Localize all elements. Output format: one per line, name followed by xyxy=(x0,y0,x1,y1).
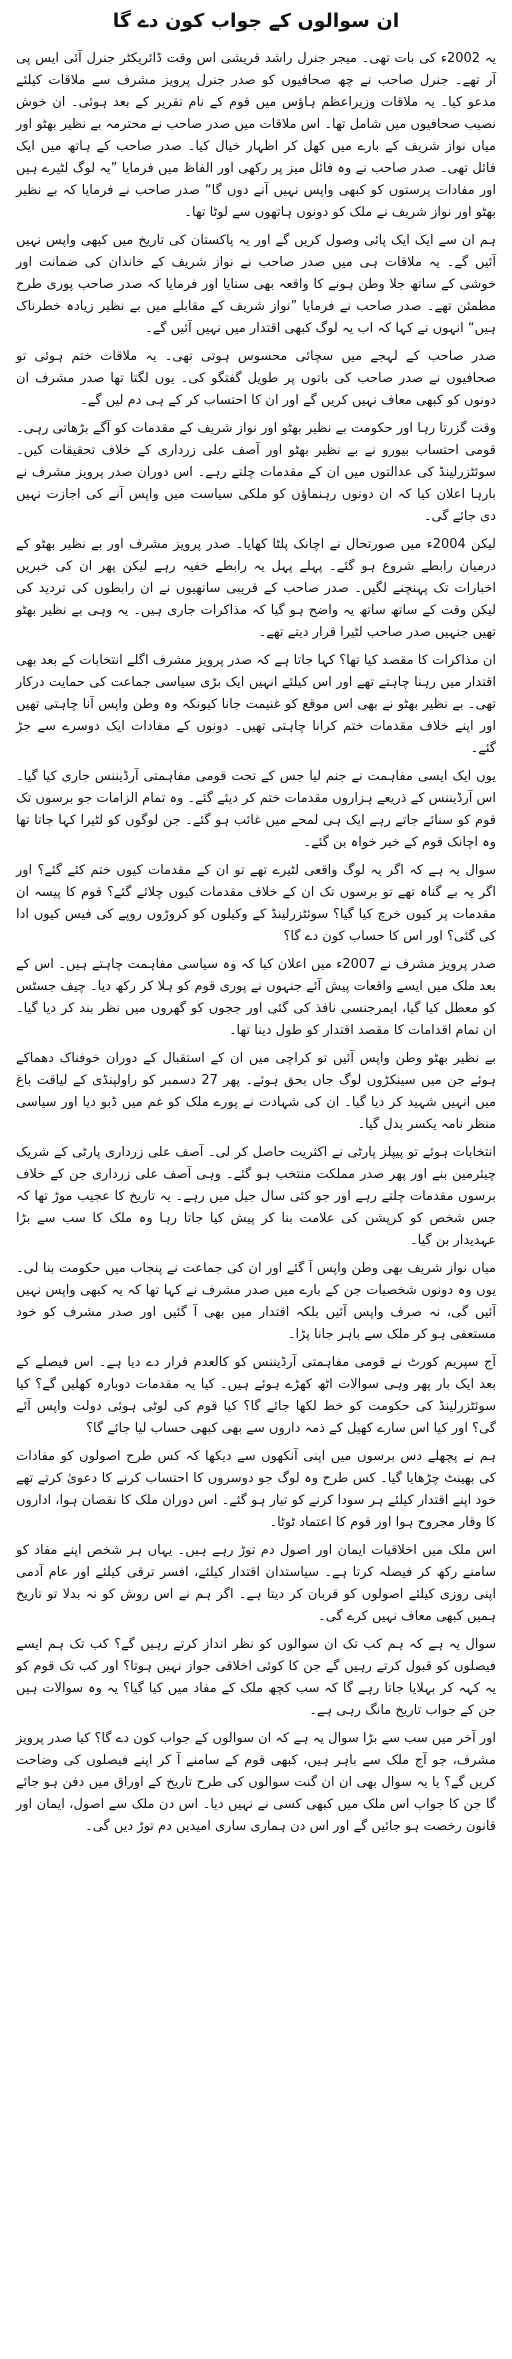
article-headline: ان سوالوں کے جواب کون دے گا xyxy=(112,10,400,32)
article-body xyxy=(16,48,496,1838)
article-paragraph: وقت گزرتا رہا اور حکومت بے نظیر بھٹو اور نواز شریف کے مقدمات کو آگے بڑھاتی رہی۔ قومی احتساب بیورو نے بے نظیر بھٹو اور آصف علی زرداری کے خلاف تحقیقات کیں۔ سوئٹزرلینڈ کی عدالتوں میں ان کے مقدمات چلتے رہے۔ اس دوران صدر پرویز مشرف نے بارہا اعلان کیا کہ ان دونوں رہنماؤں کو ملکی سیاست میں واپس آنے کی اجازت نہیں دی جائے گی۔ xyxy=(16,421,496,524)
article-paragraph: ہم ان سے ایک ایک پائی وصول کریں گے اور یہ پاکستان کی تاریخ میں کبھی واپس نہیں آئیں گے۔ یہ ملاقات ہی میں صدر صاحب نے نواز شریف کے خاندان کی ضمانت اور خوشی کے ساتھ جلا وطن ہونے کا واقعہ بھی سنایا اور فرمایا کہ صدر صاحب پوری طرح مطمئن تھے۔ صدر صاحب نے فرمایا ”نواز شریف کے مقابلے میں بے نظیر زیادہ خطرناک ہیں“ انہوں نے کہا کہ اب یہ لوگ کبھی اقتدار میں نہیں آئیں گے۔ xyxy=(16,233,496,336)
article-paragraph: اس ملک میں اخلاقیات ایمان اور اصول دم توڑ رہے ہیں۔ یہاں ہر شخص اپنے مفاد کو سامنے رکھ کر فیصلہ کرتا ہے۔ سیاستدان اقتدار کیلئے، افسر ترقی کیلئے اور عام آدمی اپنی روزی کیلئے اصولوں کو قربان کر دیتا ہے۔ اگر ہم نے اس روش کو نہ بدلا تو تاریخ ہمیں کبھی معاف نہیں کرے گی۔ xyxy=(16,1543,496,1624)
article-paragraph: آج سپریم کورٹ نے قومی مفاہمتی آرڈیننس کو کالعدم قرار دے دیا ہے۔ اس فیصلے کے بعد ایک بار پھر وہی سوالات اٹھ کھڑے ہوئے ہیں۔ کیا یہ مقدمات دوبارہ کھلیں گے؟ کیا سوئٹزرلینڈ کی حکومت کو خط لکھا جائے گا؟ کیا قوم کی لوٹی ہوئی دولت واپس آئے گی؟ اور کیا اس سارے کھیل کے ذمہ داروں سے بھی کبھی حساب لیا جائے گا؟ xyxy=(16,1355,496,1436)
article-paragraph: بے نظیر بھٹو وطن واپس آئیں تو کراچی میں ان کے استقبال کے دوران خوفناک دھماکے ہوئے جن میں سینکڑوں لوگ جاں بحق ہوئے۔ پھر 27 دسمبر کو راولپنڈی کے لیاقت باغ میں انہیں شہید کر دیا گیا۔ ان کی شہادت نے پورے ملک کو غم میں ڈبو دیا اور سیاسی منظر نامہ یکسر بدل گیا۔ xyxy=(16,1051,496,1132)
article-paragraph: یہ 2002ء کی بات تھی۔ میجر جنرل راشد قریشی اس وقت ڈائریکٹر جنرل آئی ایس پی آر تھے۔ جنرل صاحب نے چھ صحافیوں کو صدر جنرل پرویز مشرف سے ملاقات کیلئے مدعو کیا۔ یہ ملاقات وزیراعظم ہاؤس میں قوم کے نام تقریر کے بعد ہوئی۔ ان خوش نصیب صحافیوں میں شامل تھا۔ اس ملاقات میں صدر صاحب نے محترمہ بے نظیر بھٹو اور میاں نواز شریف کے بارے میں کھل کر اظہار خیال کیا۔ صدر صاحب کے ہاتھ میں ایک فائل تھی۔ صدر صاحب نے وہ فائل میز پر رکھی اور الفاظ میں فرمایا ”یہ لوگ لٹیرے ہیں اور مفادات پرستوں کو کبھی واپس نہیں آنے دوں گا“ صدر صاحب نے فرمایا کہ بے نظیر بھٹو اور نواز شریف نے ملک کو دونوں ہاتھوں سے لوٹا تھا۔ xyxy=(16,51,496,220)
article-paragraph: میاں نواز شریف بھی وطن واپس آ گئے اور ان کی جماعت نے پنجاب میں حکومت بنا لی۔ یوں وہ دونوں شخصیات جن کے بارے میں صدر مشرف نے کہا تھا کہ یہ کبھی واپس نہیں آئیں گی، نہ صرف واپس آئیں بلکہ اقتدار میں بھی آ گئیں اور صدر مشرف کو خود مستعفی ہو کر ملک سے باہر جانا پڑا۔ xyxy=(16,1261,496,1342)
article-paragraph: ہم نے پچھلے دس برسوں میں اپنی آنکھوں سے دیکھا کہ کس طرح اصولوں کو مفادات کی بھینٹ چڑھایا گیا۔ کس طرح وہ لوگ جو دوسروں کا احتساب کرنے کا دعویٰ کرتے تھے خود اپنے اقتدار کیلئے ہر سودا کرنے کو تیار ہو گئے۔ اس دوران ملک کا نقصان ہوا، اداروں کا وقار مجروح ہوا اور قوم کا اعتماد ٹوٹا۔ xyxy=(16,1449,496,1530)
article-paragraph: انتخابات ہوئے تو پیپلز پارٹی نے اکثریت حاصل کر لی۔ آصف علی زرداری پارٹی کے شریک چیئرمین بنے اور پھر صدر مملکت منتخب ہو گئے۔ وہی آصف علی زرداری جن کے خلاف برسوں مقدمات چلتے رہے اور جو کئی سال جیل میں رہے۔ یہ تاریخ کا عجیب موڑ تھا کہ جس شخص کو کرپشن کی علامت بنا کر پیش کیا جاتا رہا وہ ملک کا سب سے بڑا عہدیدار بن گیا۔ xyxy=(16,1145,496,1248)
article-paragraph: لیکن 2004ء میں صورتحال نے اچانک پلٹا کھایا۔ صدر پرویز مشرف اور بے نظیر بھٹو کے درمیان رابطے شروع ہو گئے۔ پہلے پہل یہ رابطے خفیہ رہے لیکن پھر ان کی خبریں اخبارات تک پہنچنے لگیں۔ صدر صاحب کے قریبی ساتھیوں نے ان رابطوں کی تردید کی لیکن وقت کے ساتھ ساتھ یہ واضح ہو گیا کہ مذاکرات جاری ہیں۔ یہ وہی بے نظیر بھٹو تھیں جنہیں صدر صاحب لٹیرا قرار دیتے تھے۔ xyxy=(16,537,497,640)
article-paragraph: یوں ایک ایسی مفاہمت نے جنم لیا جس کے تحت قومی مفاہمتی آرڈیننس جاری کیا گیا۔ اس آرڈیننس کے ذریعے ہزاروں مقدمات ختم کر دیئے گئے۔ وہ تمام الزامات جو برسوں تک قوم کو سنائے جاتے رہے ایک ہی لمحے میں غائب ہو گئے۔ جن لوگوں کو لٹیرا کہا جاتا تھا وہ اچانک قوم کے خیر خواہ بن گئے۔ xyxy=(16,769,496,850)
article-paragraph: سوال یہ ہے کہ ہم کب تک ان سوالوں کو نظر انداز کرتے رہیں گے؟ کب تک ہم ایسے فیصلوں کو قبول کرتے رہیں گے جن کا کوئی اخلاقی جواز نہیں ہوتا؟ اور کب تک قوم کو یہ کہہ کر بہلایا جاتا رہے گا کہ سب کچھ ملک کے مفاد میں کیا گیا؟ یہ وہ سوالات ہیں جن کے جواب تاریخ مانگ رہی ہے۔ xyxy=(16,1637,496,1718)
article-paragraph: صدر پرویز مشرف نے 2007ء میں اعلان کیا کہ وہ سیاسی مفاہمت چاہتے ہیں۔ اس کے بعد ملک میں ایسے واقعات پیش آئے جنہوں نے پوری قوم کو ہلا کر رکھ دیا۔ چیف جسٹس کو معطل کیا گیا، ایمرجنسی نافذ کی گئی اور ججوں کو گھروں میں نظر بند کر دیا گیا۔ ان تمام اقدامات کا مقصد اقتدار کو طول دینا تھا۔ xyxy=(16,957,496,1038)
article-paragraph: اور آخر میں سب سے بڑا سوال یہ ہے کہ ان سوالوں کے جواب کون دے گا؟ کیا صدر پرویز مشرف، جو آج ملک سے باہر ہیں، کبھی قوم کے سامنے آ کر اپنے فیصلوں کی وضاحت کریں گے؟ یا یہ سوال بھی ان ان گنت سوالوں کی طرح تاریخ کے اوراق میں دفن ہو جائے گا جن کا جواب اس ملک میں کبھی کسی نے نہیں دیا۔ اس دن ملک سے اصول، ایمان اور قانون رخصت ہو جائیں گے اور اس دن ہماری ساری امیدیں دم توڑ دیں گی۔ xyxy=(16,1731,496,1834)
article-paragraph: سوال یہ ہے کہ اگر یہ لوگ واقعی لٹیرے تھے تو ان کے مقدمات کیوں ختم کئے گئے؟ اور اگر یہ بے گناہ تھے تو برسوں تک ان کے خلاف مقدمات کیوں چلائے گئے؟ قوم کا پیسہ ان مقدمات پر کیوں خرچ کیا گیا؟ سوئٹزرلینڈ کے وکیلوں کو کروڑوں روپے کی فیس کیوں ادا کی گئی؟ اور اس کا حساب کون دے گا؟ xyxy=(16,863,496,944)
article-paragraph: صدر صاحب کے لہجے میں سچائی محسوس ہوتی تھی۔ یہ ملاقات ختم ہوئی تو صحافیوں نے صدر صاحب کی باتوں پر طویل گفتگو کی۔ یوں لگتا تھا صدر مشرف ان دونوں کو کبھی معاف نہیں کریں گے اور ان کا احتساب کر کے ہی دم لیں گے۔ xyxy=(16,349,496,408)
article-paragraph: ان مذاکرات کا مقصد کیا تھا؟ کہا جاتا ہے کہ صدر پرویز مشرف اگلے انتخابات کے بعد بھی اقتدار میں رہنا چاہتے تھے اور اس کیلئے انہیں ایک بڑی سیاسی جماعت کی حمایت درکار تھی۔ بے نظیر بھٹو نے بھی اس موقع کو غنیمت جانا کیونکہ وہ وطن واپس آنا چاہتی تھیں اور اپنے خلاف مقدمات ختم کرانا چاہتی تھیں۔ دونوں کے مفادات ایک دوسرے سے جڑ گئے۔ xyxy=(16,653,496,756)
